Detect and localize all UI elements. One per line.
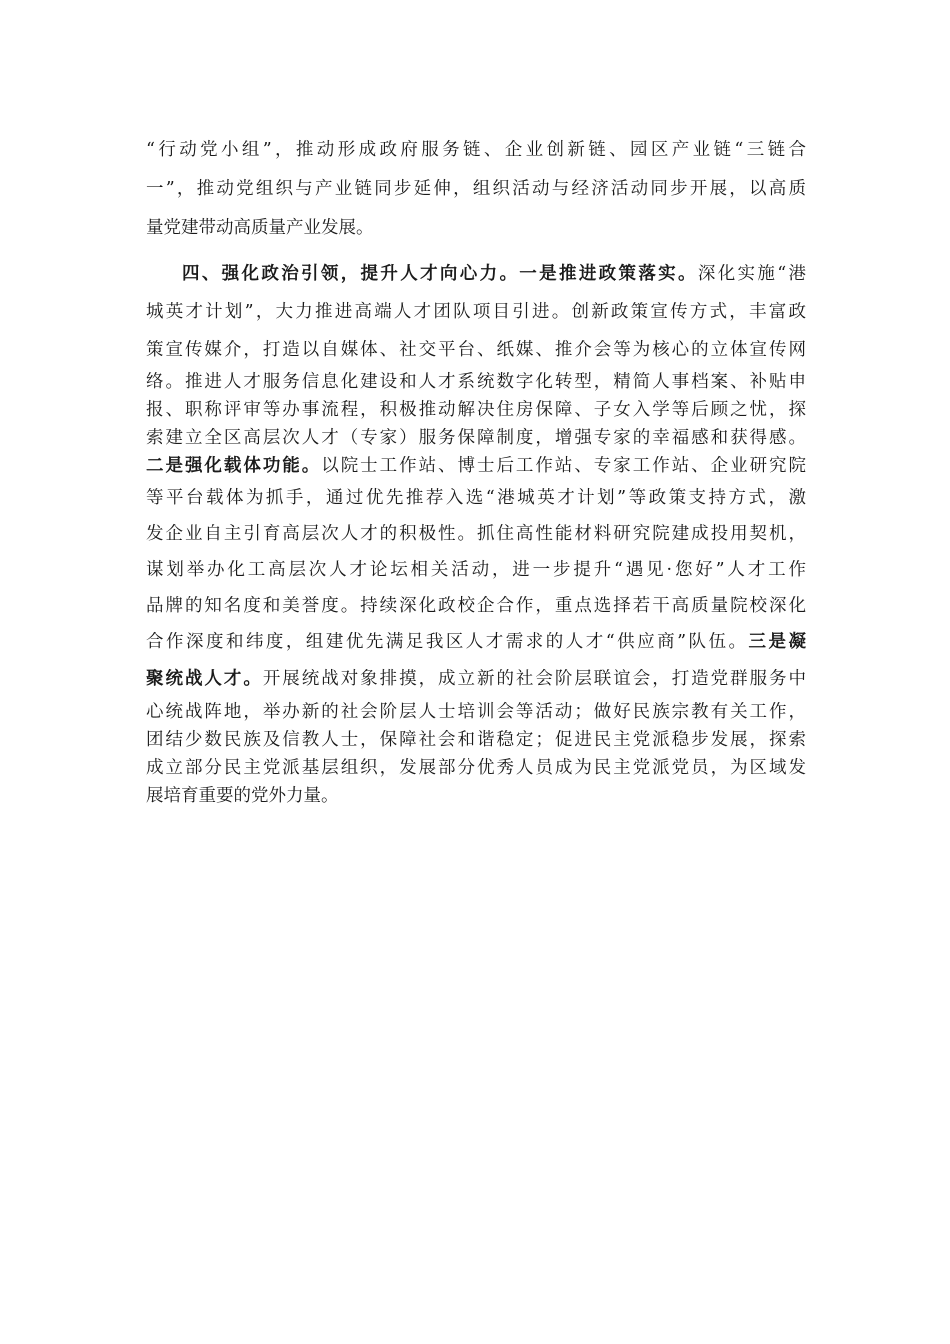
paragraph-line (146, 452, 806, 480)
paragraph-line: 策宣传媒介，打造以自媒体、社交平台、纸媒、推介会等为核心的立体宣传网 (146, 340, 806, 360)
paragraph-line (146, 256, 806, 292)
paragraph-line: 一”，推动党组织与产业链同步延伸，组织活动与经济活动同步开展，以高质 (146, 179, 806, 199)
paragraph-line: 络。推进人才服务信息化建设和人才系统数字化转型，精简人事档案、补贴申 (146, 372, 806, 392)
section-heading: 四、强化政治引领，提升人才向心力。 (182, 264, 520, 284)
paragraph-line: “行动党小组”，推动形成政府服务链、企业创新链、园区产业链“三链合 (146, 140, 806, 160)
item-title: 二是强化载体功能。 (146, 456, 322, 476)
paragraph-line: 等平台载体为抓手，通过优先推荐入选“港城英才计划”等政策支持方式，激 (146, 488, 806, 508)
paragraph-line: 索建立全区高层次人才（专家）服务保障制度，增强专家的幸福感和获得感。 (146, 428, 806, 448)
inline-text: 开展统战对象排摸，成立新的社会阶层联谊会，打造党群服务中 (262, 669, 807, 689)
paragraph-line: 心统战阵地，举办新的社会阶层人士培训会等活动；做好民族宗教有关工作， (146, 702, 806, 722)
item-title: 三是凝 (748, 632, 806, 652)
paragraph-line (146, 660, 806, 698)
paragraph-line: 团结少数民族及信教人士，保障社会和谐稳定；促进民主党派稳步发展，探索 (146, 730, 806, 750)
inline-text: 以院士工作站、博士后工作站、专家工作站、企业研究院 (321, 456, 807, 476)
item-title: 聚统战人才。 (146, 669, 263, 689)
paragraph-line (146, 624, 806, 660)
inline-text: 合作深度和纬度，组建优先满足我区人才需求的人才“供应商”队伍。 (146, 632, 749, 652)
paragraph-line: 谋划举办化工高层次人才论坛相关活动，进一步提升“遇见·您好”人才工作 (146, 560, 806, 580)
paragraph-line: 展培育重要的党外力量。 (146, 786, 339, 806)
body-text (146, 132, 806, 810)
item-title: 一是推进政策落实。 (519, 264, 698, 284)
paragraph-line: 量党建带动高质量产业发展。 (146, 218, 374, 238)
paragraph-line: 发企业自主引育高层次人才的积极性。抓住高性能材料研究院建成投用契机， (146, 524, 806, 544)
paragraph-line: 成立部分民主党派基层组织，发展部分优秀人员成为民主党派党员，为区域发 (146, 758, 806, 778)
paragraph-line: 报、职称评审等办事流程，积极推动解决住房保障、子女入学等后顾之忧，探 (146, 400, 806, 420)
paragraph-line: 城英才计划”，大力推进高端人才团队项目引进。创新政策宣传方式，丰富政 (146, 302, 806, 322)
paragraph-line: 品牌的知名度和美誉度。持续深化政校企合作，重点选择若干高质量院校深化 (146, 596, 806, 616)
inline-text: 深化实施“港 (697, 264, 807, 284)
